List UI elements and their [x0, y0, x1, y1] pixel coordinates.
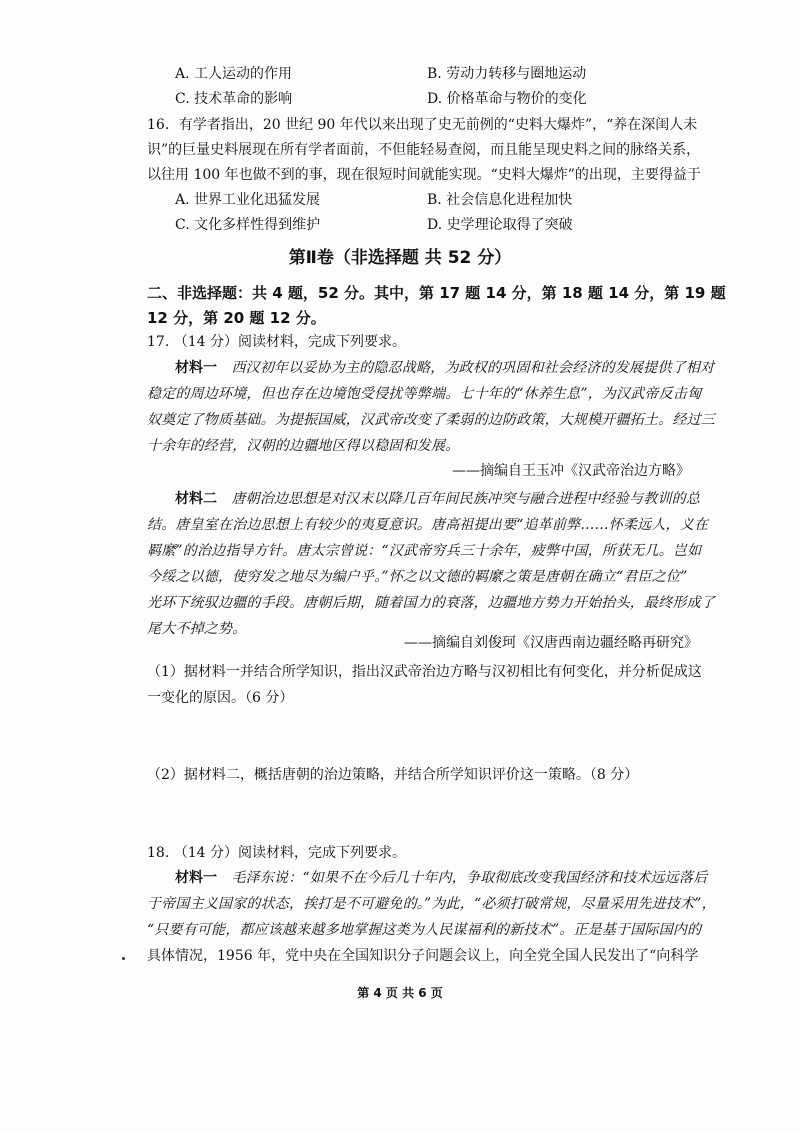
q17-material1-first-line [175, 358, 714, 378]
q16-stem-line: 以往用 100 年也做不到的事，现在很短时间就能实现。“史料大爆炸”的出现，主要得益于 [147, 167, 701, 183]
q18-material1-first-line [175, 868, 707, 888]
q17-material2-text: 唐朝治边思想是对汉末以降几百年间民族冲突与融合进程中经验与教训的总 [231, 491, 701, 507]
q17-material1-text: 稳定的周边环境，但也存在边境饱受侵扰等弊端。七十年的“休养生息”，为汉武帝反击匈 [147, 386, 702, 402]
scan-speck [122, 957, 125, 960]
q18-material1-text: “只要有可能，都应该越来越多地掌握这类为人民谋福利的新技术”。正是基于国际国内的 [147, 922, 702, 938]
q17-material1-source: ——摘编自王玉冲《汉武帝治边方略》 [452, 463, 690, 479]
section-heading: 二、非选择题：共 4 题，52 分。其中，第 17 题 14 分，第 18 题 14 分，第 19 题 [147, 284, 726, 302]
section-heading: 12 分，第 20 题 12 分。 [147, 309, 326, 327]
q16-option-b: B. 社会信息化进程加快 [427, 192, 573, 208]
q16-option-c: C. 文化多样性得到维护 [175, 217, 321, 233]
q15-option-c: C. 技术革命的影响 [175, 91, 293, 107]
q17-material2-text: 结。唐皇室在治边思想上有较少的夷夏意识。唐高祖提出要“追革前弊……怀柔远人，义在 [147, 517, 709, 533]
q16-option-d: D. 史学理论取得了突破 [427, 217, 573, 233]
q17-subquestion-2: （2）据材料二，概括唐朝的治边策略，并结合所学知识评价这一策略。（8 分） [147, 767, 639, 783]
q17-material1-text: 西汉初年以妥协为主的隐忍战略，为政权的巩固和社会经济的发展提供了相对 [231, 360, 715, 376]
q17-material1-text: 奴奠定了物质基础。为提振国威，汉武帝改变了柔弱的边防政策，大规模开疆拓土。经过三 [147, 412, 715, 428]
q17-intro: 17. （14 分）阅读材料，完成下列要求。 [147, 334, 406, 350]
q18-material1-text: 毛泽东说：“如果不在今后几十年内，争取彻底改变我国经济和技术远远落后 [231, 870, 708, 886]
q17-material2-text: 羁縻”的治边指导方针。唐太宗曾说：“汉武帝穷兵三十余年，疲弊中国，所获无几。岂如 [147, 543, 702, 559]
q18-material1-text: 具体情况，1956 年，党中央在全国知识分子问题会议上，向全党全国人民发出了“向科学 [147, 948, 699, 964]
q17-material2-text: 今绥之以德，使穷发之地尽为编户乎。”怀之以文德的羁縻之策是唐朝在确立“君臣之位” [147, 569, 688, 585]
q17-material2-first-line [175, 489, 700, 509]
q17-material1-label: 材料一 [175, 360, 217, 376]
q17-material2-text: 尾大不掉之势。 [147, 621, 247, 637]
part2-title: 第Ⅱ卷（非选择题 共 52 分） [288, 248, 512, 268]
q15-option-a: A. 工人运动的作用 [175, 66, 293, 82]
q17-material1-text: 十余年的经营，汉朝的边疆地区得以稳固和发展。 [147, 438, 460, 454]
page-number: 第 4 页 共 6 页 [357, 986, 443, 1000]
q17-material2-text: 光环下统驭边疆的手段。唐朝后期，随着国力的衰落，边疆地方势力开始抬头，最终形成了 [147, 595, 715, 611]
q17-material2-label: 材料二 [175, 491, 217, 507]
q17-subquestion-1: 一变化的原因。（6 分） [147, 690, 294, 706]
q18-intro: 18. （14 分）阅读材料，完成下列要求。 [147, 845, 406, 861]
q17-subquestion-1: （1）据材料一并结合所学知识，指出汉武帝治边方略与汉初相比有何变化，并分析促成这 [147, 664, 702, 680]
q18-material1-text: 于帝国主义国家的状态，挨打是不可避免的。”为此，“必须打破常规，尽量采用先进技术”， [147, 896, 716, 912]
q18-material1-label: 材料一 [175, 870, 217, 886]
q17-material2-source: ——摘编自刘俊珂《汉唐西南边疆经略再研究》 [404, 635, 698, 651]
q16-stem-line: 16．有学者指出，20 世纪 90 年代以来出现了史无前例的“史料大爆炸”，“养在深闺人未 [147, 117, 698, 133]
q16-option-a: A. 世界工业化迅猛发展 [175, 192, 321, 208]
q15-option-d: D. 价格革命与物价的变化 [427, 91, 587, 107]
q15-option-b: B. 劳动力转移与圈地运动 [427, 66, 587, 82]
q16-stem-line: 识”的巨量史料展现在所有学者面前，不但能轻易查阅，而且能呈现史料之间的脉络关系， [147, 142, 701, 158]
